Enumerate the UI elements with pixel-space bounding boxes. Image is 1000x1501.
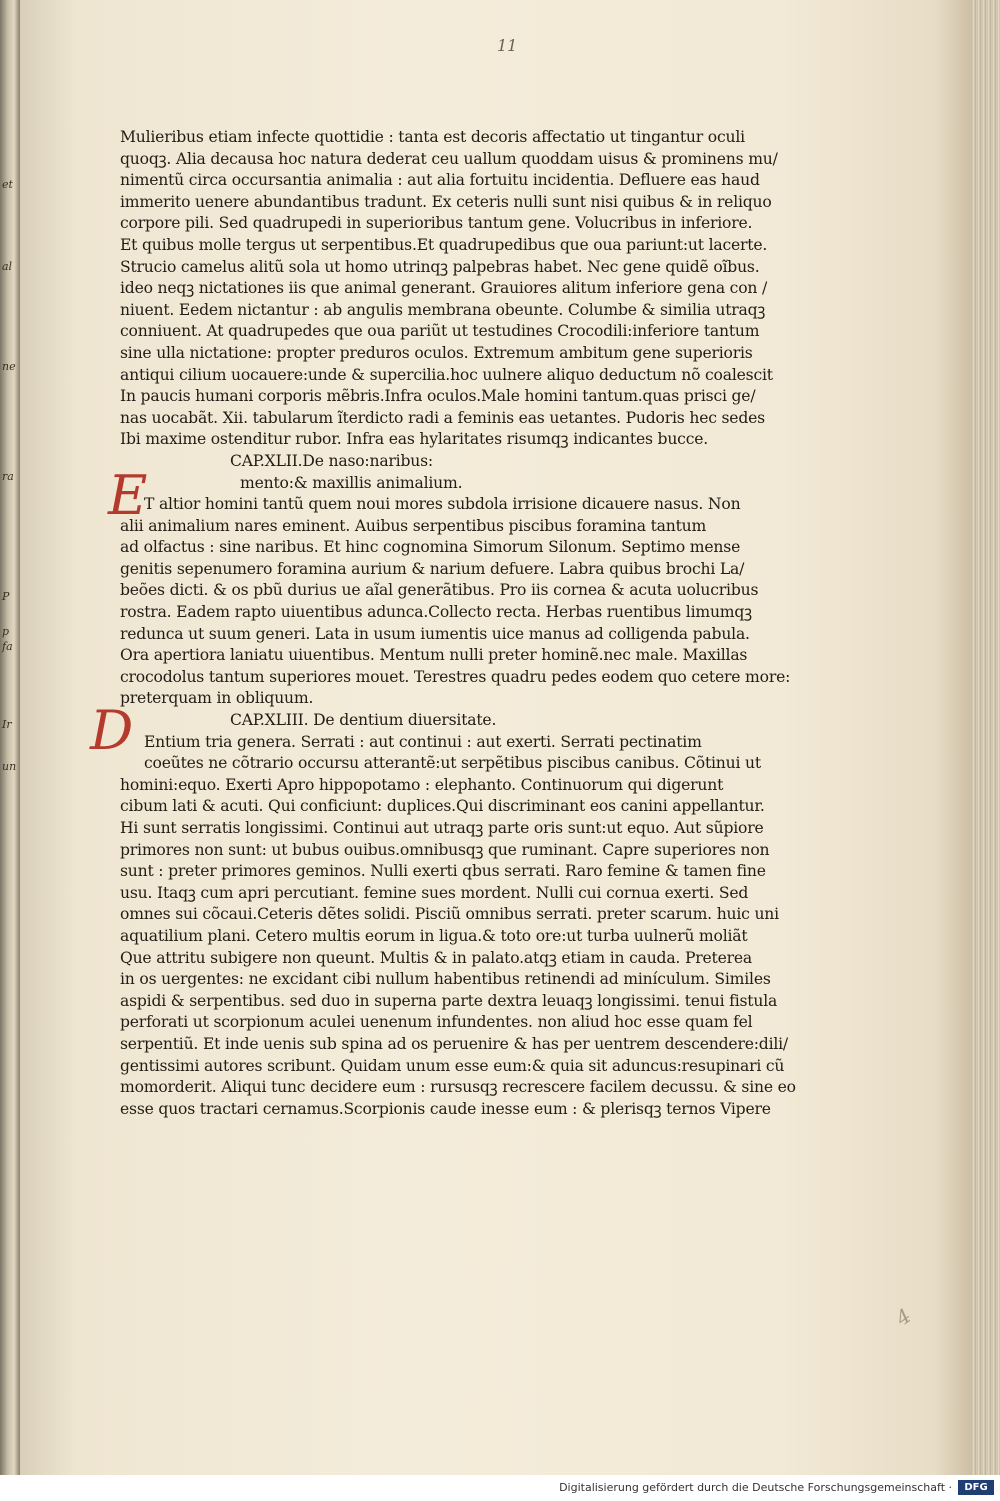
text-line: genitis sepenumero foramina aurium & narium defuere. Labra quibus brochi La/ [120,559,745,578]
page-stack-edges [972,0,1000,1475]
text-line: omnes sui cõcaui.Ceteris dẽtes solidi. Pisciũ omnibus serrati. preter scarum. huic uni [120,905,779,924]
text-line: preterquam in obliquum. [120,689,314,708]
text-line: nas uocabãt. Xii. tabularum ĩterdicto radi a feminis eas uetantes. Pudoris hec sedes [120,408,765,427]
margin-fragment: Ir [2,718,12,731]
text-line: Strucio camelus alitũ sola ut homo utrinqꝫ palpebras habet. Nec gene quidẽ oĩbus. [120,257,760,276]
text-line: Hi sunt serratis longissimi. Continui aut utraqꝫ parte oris sunt:ut equo. Aut sũpiore [120,819,764,837]
text-line: momorderit. Aliqui tunc decidere eum : rursusqꝫ recrescere facilem decussu. & sine eo [120,1078,796,1097]
dfg-logo[interactable]: DFG [958,1480,994,1495]
margin-fragment: p [2,625,10,638]
text-line: usu. Itaqꝫ cum apri percutiant. femine sues mordent. Nulli cui cornua exerti. Sed [120,883,749,902]
text-line: ideo neqꝫ nictationes iis que animal generant. Grauiores alitum inferiore gena con / [120,279,768,298]
text-line: immerito uenere abundantibus tradunt. Ex ceteris nulli sunt nisi quibus & in reliquo [120,192,772,211]
margin-fragment: ne [2,360,16,373]
text-line: primores non sunt: ut bubus ouibus.omnibusqꝫ que ruminant. Capre superiores non [120,840,770,859]
rubricated-initial-e: E [108,464,148,527]
chapter-heading-xliii: CAP.XLIII. De dentium diuersitate. [230,711,497,730]
pencil-mark: 4 [891,1303,916,1331]
text-line: niuent. Eedem nictantur : ab angulis membrana obeunte. Columbe & similia utraqꝫ [120,300,766,319]
text-line: ad olfactus : sine naribus. Et hinc cognomina Simorum Silonum. Septimo mense [120,538,741,557]
text-line: In paucis humani corporis mẽbris.Infra oculos.Male homini tantum.quas prisci ge/ [120,387,756,406]
text-line: aquatilium plani. Cetero multis eorum in ligua.& toto ore:ut turba uulnerũ moliãt [120,926,748,945]
text-line: sine ulla nictatione: propter preduros oculos. Extremum ambitum gene superioris [120,343,753,362]
text-line: Que attritu subigere non queunt. Multis & in palato.atqꝫ etiam in cauda. Preterea [120,948,752,967]
text-line: coeũtes ne cõtrario occursu atterantẽ:ut serpẽtibus piscibus canibus. Cõtinui ut [144,754,761,773]
text-line: alii animalium nares eminent. Auibus serpentibus piscibus foramina tantum [120,516,707,535]
text-line: gentissimi autores scribunt. Quidam unum esse eum:& quia sit aduncus:resupinari cũ [120,1056,785,1075]
text-line: beões dicti. & os pbũ durius ue aĩal generãtibus. Pro iis cornea & acuta uolucribus [120,581,759,600]
margin-fragment: un [2,760,17,773]
funding-footer [0,1475,1000,1501]
text-line: T altior homini tantũ quem noui mores subdola irrisione dicauere nasus. Non [144,495,741,514]
margin-fragment: et [2,178,13,191]
margin-fragment: P [2,590,10,603]
text-line: redunca ut suum generi. Lata in usum iumentis uice manus ad colligenda pabula. [120,624,750,643]
text-line: cibum lati & acuti. Qui conficiunt: duplices.Qui discriminant eos canini appellantur. [120,797,765,816]
text-line: homini:equo. Exerti Apro hippopotamo : elephanto. Continuorum qui digerunt [120,775,724,794]
text-line: Et quibus molle tergus ut serpentibus.Et quadrupedibus que oua pariunt:ut lacerte. [120,235,768,254]
text-line: antiqui cilium uocauere:unde & supercilia.hoc uulnere aliquo deductum nõ coalescit [120,365,773,384]
text-line: esse quos tractari cernamus.Scorpionis caude inesse eum : & plerisqꝫ ternos Vipere [120,1099,771,1118]
text-line: sunt : preter primores geminos. Nulli exerti qbus serrati. Raro femine & tamen fine [120,862,766,881]
text-line: Mulieribus etiam infecte quottidie : tanta est decoris affectatio ut tingantur oculi [120,128,745,146]
funding-text: Digitalisierung gefördert durch die Deutsche Forschungsgemeinschaft · [559,1481,952,1494]
margin-fragment: al [2,260,13,273]
chapter-heading-xlii: CAP.XLII.De naso:naribus: [230,451,433,470]
text-line: rostra. Eadem rapto uiuentibus adunca.Collecto recta. Herbas ruentibus limumqꝫ [120,603,752,622]
text-line: Ibi maxime ostenditur rubor. Infra eas hylaritates risumqꝫ indicantes bucce. [120,430,709,449]
margin-fragment: fa [2,640,13,653]
facing-page-edge [0,0,20,1475]
margin-fragment: ra [2,470,14,483]
text-line: perforati ut scorpionum aculei uenenum infundentes. non aliud hoc esse quam fel [120,1013,753,1032]
chapter-heading-xlii-cont: mento:& maxillis animalium. [240,473,463,492]
folio-number: 11 [497,36,518,55]
text-line: corpore pili. Sed quadrupedi in superioribus tantum gene. Volucribus in inferiore. [120,214,753,233]
text-line: conniuent. At quadrupedes que oua pariũt ut testudines Crocodili:inferiore tantum [120,322,760,341]
text-line: Ora apertiora laniatu uiuentibus. Mentum nulli preter hominẽ.nec male. Maxillas [120,646,748,665]
text-line: crocodolus tantum superiores mouet. Terestres quadru pedes eodem quo cetere more: [120,667,791,686]
text-line: quoqꝫ. Alia decausa hoc natura dederat ceu uallum quoddam uisus & prominens mu/ [120,149,778,168]
text-block [90,127,796,1120]
book-page [20,0,972,1475]
text-line: serpentiũ. Et inde uenis sub spina ad os peruenire & has per uentrem descendere:dili/ [120,1034,788,1053]
text-line: nimentũ circa occursantia animalia : aut alia fortuitu incidentia. Defluere eas haud [120,171,760,190]
rubricated-initial-d: D [90,699,134,762]
text-line: in os uergentes: ne excidant cibi nullum habentibus retinendi ad minículum. Similes [120,970,771,989]
text-line: Entium tria genera. Serrati : aut continui : aut exerti. Serrati pectinatim [144,732,702,751]
text-line: aspidi & serpentibus. sed duo in superna parte dextra leuaqꝫ longissimi. tenui fistula [120,991,778,1010]
